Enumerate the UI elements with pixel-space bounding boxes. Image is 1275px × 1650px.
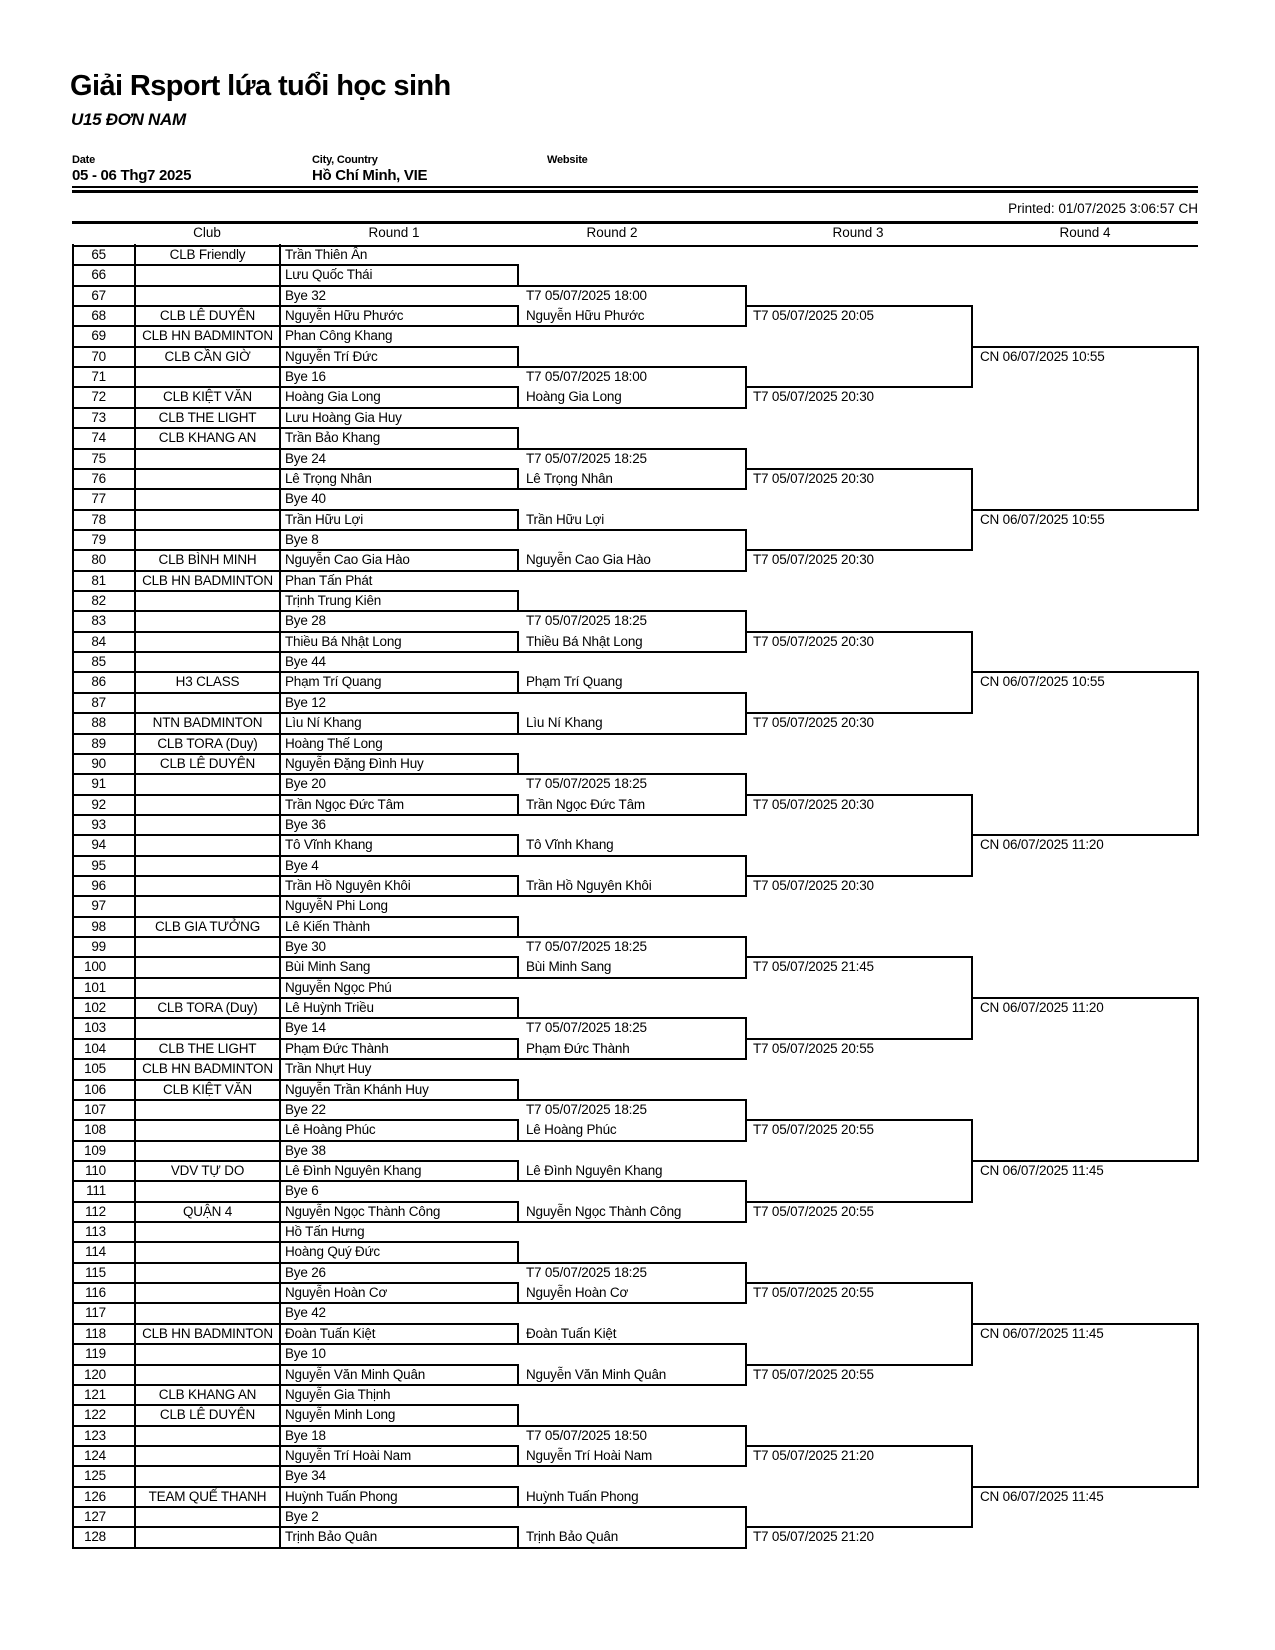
draw-row-club: CLB HN BADMINTON [142, 1325, 273, 1341]
draw-row-player: Trần Ngọc Đức Tâm [285, 796, 404, 812]
city-country-label: City, Country [312, 154, 378, 166]
draw-row-number: 93 [91, 816, 106, 832]
page-title: Giải Rsport lứa tuổi học sinh [70, 70, 451, 102]
draw-row-number: 70 [91, 348, 106, 364]
draw-row-number: 80 [91, 552, 106, 568]
draw-row-number: 86 [91, 674, 106, 690]
draw-row-number: 67 [91, 287, 106, 303]
round3-match-time: T7 05/07/2025 20:30 [753, 470, 874, 486]
draw-row-player: Hoàng Thế Long [285, 735, 383, 751]
draw-row-number: 74 [91, 430, 106, 446]
round2-advancing-player: Tô Vĩnh Khang [526, 837, 614, 853]
round2-match-time: T7 05/07/2025 18:25 [526, 1020, 647, 1036]
draw-row-number: 103 [84, 1020, 106, 1036]
draw-row-number: 104 [84, 1040, 106, 1056]
draw-row-player: Lê Hoàng Phúc [285, 1122, 376, 1138]
round1-pair-connector [517, 509, 519, 531]
round4-match-connector [1197, 346, 1199, 511]
round3-match-time: T7 05/07/2025 20:30 [753, 633, 874, 649]
draw-row-player: Lê Đình Nguyên Khang [285, 1162, 422, 1178]
draw-row-number: 65 [91, 247, 106, 262]
round1-pair-connector [517, 1364, 519, 1386]
draw-row-club: CLB THE LIGHT [158, 1040, 257, 1056]
draw-row-number: 115 [85, 1264, 106, 1280]
draw-row-number: 124 [84, 1447, 106, 1463]
draw-row-club: CLB HN BADMINTON [142, 572, 273, 588]
draw-row-player: Bye 24 [285, 450, 326, 466]
round1-pair-connector [517, 1486, 519, 1508]
draw-row-number: 106 [84, 1081, 106, 1097]
draw-row-player: Hồ Tấn Hưng [285, 1224, 365, 1240]
round2-advancing-player: Phạm Đức Thành [526, 1040, 630, 1056]
round1-pair-connector [517, 1445, 519, 1467]
round1-pair-connector [517, 997, 519, 1019]
header-rule-thick [72, 190, 1198, 193]
draw-row-number: 116 [85, 1285, 106, 1301]
draw-row-club: CLB Friendly [169, 247, 246, 262]
draw-row-club: VDV TỰ DO [170, 1162, 245, 1178]
round2-advancing-player: Đoàn Tuấn Kiệt [526, 1325, 617, 1341]
draw-row-number: 90 [91, 755, 106, 771]
draw-row-player: Bye 20 [285, 776, 326, 792]
draw-row-club: CLB TORA (Duy) [157, 735, 258, 751]
city-country-value: Hồ Chí Minh, VIE [312, 167, 428, 184]
draw-row-club: CLB LÊ DUYÊN [159, 755, 256, 771]
event-subtitle: U15 ĐƠN NAM [71, 110, 186, 129]
draw-row-player: Nguyễn Ngọc Phú [285, 979, 392, 995]
draw-row-player: Lê Huỳnh Triều [285, 1000, 374, 1016]
round1-pair-connector [517, 305, 519, 327]
draw-row-club: QUẬN 4 [182, 1203, 233, 1219]
round4-match-time: CN 06/07/2025 10:55 [980, 348, 1105, 364]
draw-row-club: CLB LÊ DUYÊN [159, 308, 256, 324]
draw-row-player: Trịnh Bảo Quân [285, 1529, 378, 1545]
draw-row-club: CLB THE LIGHT [158, 409, 257, 425]
draw-row-player: Bye 2 [285, 1509, 319, 1524]
round2-advancing-player: Lìu Ní Khang [526, 715, 603, 731]
draw-row-club: H3 CLASS [175, 674, 240, 690]
draw-row-number: 71 [91, 369, 106, 385]
round3-match-time: T7 05/07/2025 21:20 [753, 1529, 874, 1545]
draw-row-number: 117 [85, 1305, 106, 1321]
draw-row-player: Nguyễn Trí Hoài Nam [285, 1447, 411, 1463]
draw-row-club: TEAM QUẾ THANH [148, 1488, 267, 1504]
draw-row-number: 76 [91, 470, 106, 486]
draw-row-number: 111 [86, 1183, 106, 1199]
draw-row-player: Trần Hữu Lợi [285, 511, 364, 527]
draw-row-player: Hoàng Gia Long [285, 389, 381, 405]
round1-pair-connector [517, 1241, 519, 1263]
draw-row-number: 126 [84, 1488, 106, 1504]
round2-advancing-player: Nguyễn Hữu Phước [526, 308, 645, 324]
draw-row-player: Đoàn Tuấn Kiệt [285, 1325, 376, 1341]
draw-row-number: 105 [84, 1061, 106, 1077]
round2-match-time: T7 05/07/2025 18:00 [526, 369, 647, 385]
round2-advancing-player: Nguyễn Ngọc Thành Công [526, 1203, 682, 1219]
date-value: 05 - 06 Thg7 2025 [72, 167, 192, 184]
draw-row-player: Nguyễn Minh Long [285, 1407, 396, 1423]
round2-advancing-player: Nguyễn Cao Gia Hào [526, 552, 651, 568]
draw-row-number: 120 [84, 1366, 106, 1382]
round1-pair-connector [517, 264, 519, 286]
column-header-club: Club [193, 225, 221, 240]
round2-advancing-player: Thiều Bá Nhật Long [526, 633, 643, 649]
round3-match-time: T7 05/07/2025 20:55 [753, 1366, 874, 1382]
draw-row-number: 75 [91, 450, 106, 466]
draw-row-number: 99 [91, 939, 106, 955]
round3-match-time: T7 05/07/2025 21:45 [753, 959, 874, 975]
draw-row-player: Bye 30 [285, 939, 326, 955]
draw-row-player: Thiều Bá Nhật Long [285, 633, 402, 649]
draw-row-player: Phạm Trí Quang [285, 674, 382, 690]
draw-row-player: Nguyễn Hoàn Cơ [285, 1285, 388, 1301]
column-header-round2: Round 2 [586, 225, 638, 240]
round3-match-time: T7 05/07/2025 20:55 [753, 1203, 874, 1219]
round2-match-time: T7 05/07/2025 18:25 [526, 1264, 647, 1280]
draw-row-number: 113 [85, 1224, 106, 1240]
draw-row-player: Bye 14 [285, 1020, 326, 1036]
round2-advancing-player: Trần Hữu Lợi [526, 511, 605, 527]
draw-row-club: NTN BADMINTON [152, 715, 263, 731]
draw-row-number: 77 [91, 491, 106, 507]
round4-match-connector [1197, 671, 1199, 836]
draw-row-player: Nguyễn Gia Thịnh [285, 1386, 391, 1402]
draw-row-player: Bye 40 [285, 491, 326, 507]
draw-row-player: Bye 42 [285, 1305, 326, 1321]
draw-row-player: Nguyễn Ngọc Thành Công [285, 1203, 441, 1219]
round1-pair-connector [517, 753, 519, 775]
draw-row-player: Trần Thiên Ân [285, 247, 368, 262]
draw-row-player: Bye 10 [285, 1346, 326, 1362]
draw-row-player: Nguyễn Trí Đức [285, 348, 378, 364]
date-label: Date [72, 154, 96, 166]
round1-pair-connector [517, 631, 519, 653]
draw-row-player: Bye 26 [285, 1264, 326, 1280]
round2-advancing-player: Nguyễn Văn Minh Quân [526, 1366, 667, 1382]
round2-advancing-player: Bùi Minh Sang [526, 959, 612, 975]
round1-pair-connector [517, 386, 519, 408]
draw-row-player: Bye 44 [285, 654, 326, 670]
draw-row-player: Tô Vĩnh Khang [285, 837, 373, 853]
draw-row-player: Trịnh Trung Kiên [285, 593, 382, 609]
round2-match-time: T7 05/07/2025 18:50 [526, 1427, 647, 1443]
draw-row-player: Trần Nhựt Huy [285, 1061, 372, 1077]
round2-advancing-player: Trần Hồ Nguyên Khôi [526, 878, 652, 893]
draw-row-number: 81 [91, 572, 106, 588]
round1-pair-connector [517, 1119, 519, 1141]
round1-pair-connector [517, 712, 519, 734]
draw-row-player: Bye 16 [285, 369, 326, 385]
draw-row-number: 89 [91, 735, 106, 751]
draw-row-player: Bye 22 [285, 1101, 326, 1117]
round1-pair-connector [517, 1404, 519, 1426]
round1-pair-connector [517, 875, 519, 897]
draw-row-player: Phan Công Khang [285, 328, 393, 344]
table-top-rule [72, 221, 1198, 224]
draw-row-player: Huỳnh Tuấn Phong [285, 1488, 398, 1504]
round3-match-time: T7 05/07/2025 20:05 [753, 308, 874, 324]
draw-row-player: Nguyễn Văn Minh Quân [285, 1366, 426, 1382]
round4-match-time: CN 06/07/2025 11:45 [980, 1162, 1104, 1178]
draw-row-player: Lê Trọng Nhân [285, 470, 372, 486]
round4-match-time: CN 06/07/2025 11:45 [980, 1325, 1104, 1341]
round3-match-time: T7 05/07/2025 20:30 [753, 389, 874, 405]
round2-advancing-player: Lê Đình Nguyên Khang [526, 1162, 663, 1178]
draw-row-number: 88 [91, 715, 106, 731]
draw-row-player: Bye 38 [285, 1142, 326, 1158]
draw-row-number: 101 [84, 979, 106, 995]
round1-pair-connector [517, 590, 519, 612]
draw-row-number: 85 [91, 654, 106, 670]
draw-row-number: 83 [91, 613, 106, 629]
round2-match-time: T7 05/07/2025 18:25 [526, 939, 647, 955]
round1-pair-connector [517, 1526, 519, 1548]
draw-row-number: 79 [91, 531, 106, 547]
header-rule-thin [72, 186, 1198, 188]
draw-row-player: Bye 36 [285, 816, 326, 832]
round2-advancing-player: Huỳnh Tuấn Phong [526, 1488, 639, 1504]
draw-row-player: Lưu Quốc Thái [285, 267, 373, 283]
draw-row-club: CLB LÊ DUYÊN [159, 1407, 256, 1423]
round1-pair-connector [517, 1323, 519, 1345]
draw-row-number: 109 [84, 1142, 106, 1158]
round1-pair-connector [517, 671, 519, 693]
round3-match-time: T7 05/07/2025 20:30 [753, 878, 874, 893]
draw-row-number: 84 [91, 633, 106, 649]
round1-pair-connector [517, 468, 519, 490]
round1-pair-connector [517, 794, 519, 816]
draw-row-number: 114 [85, 1244, 106, 1260]
round3-match-time: T7 05/07/2025 20:55 [753, 1122, 874, 1138]
draw-row-number: 128 [84, 1529, 106, 1545]
draw-row-club: CLB KIỆT VĂN [163, 1081, 252, 1097]
draw-row-club: CLB KHANG AN [158, 1386, 257, 1402]
round3-match-time: T7 05/07/2025 21:20 [753, 1447, 874, 1463]
round1-pair-connector [517, 1160, 519, 1182]
draw-row-player: Bye 34 [285, 1468, 326, 1484]
column-header-round4: Round 4 [1059, 225, 1111, 240]
draw-row-number: 69 [91, 328, 106, 344]
round4-match-time: CN 06/07/2025 11:20 [980, 837, 1104, 853]
draw-row-player: Bùi Minh Sang [285, 959, 371, 975]
draw-row-number: 122 [84, 1407, 106, 1423]
round4-match-time: CN 06/07/2025 11:20 [980, 1000, 1104, 1016]
draw-row-player: Bye 32 [285, 287, 326, 303]
draw-row-club: CLB GIA TƯỞNG [154, 918, 261, 934]
round1-pair-connector [517, 346, 519, 368]
draw-row-number: 127 [84, 1509, 106, 1524]
draw-row-number: 98 [91, 918, 106, 934]
round1-pair-connector [517, 956, 519, 978]
round2-match-time: T7 05/07/2025 18:25 [526, 450, 647, 466]
draw-row-number: 73 [91, 409, 106, 425]
draw-row-number: 97 [91, 898, 106, 914]
round1-pair-connector [517, 916, 519, 938]
round2-advancing-player: Hoàng Gia Long [526, 389, 622, 405]
draw-row-player: Phạm Đức Thành [285, 1040, 389, 1056]
draw-row-player: Bye 18 [285, 1427, 326, 1443]
round3-match-time: T7 05/07/2025 20:55 [753, 1285, 874, 1301]
draw-row-number: 94 [91, 837, 106, 853]
round3-match-time: T7 05/07/2025 20:30 [753, 796, 874, 812]
draw-row-number: 82 [91, 593, 106, 609]
draw-row-club: CLB KIỆT VĂN [163, 389, 252, 405]
draw-row-player: Lưu Hoàng Gia Huy [285, 409, 402, 425]
round2-advancing-player: Trịnh Bảo Quân [526, 1529, 619, 1545]
draw-row-player: Bye 28 [285, 613, 326, 629]
draw-row-club: CLB HN BADMINTON [142, 328, 273, 344]
round3-match-time: T7 05/07/2025 20:55 [753, 1040, 874, 1056]
round4-match-time: CN 06/07/2025 10:55 [980, 674, 1105, 690]
draw-row-number: 110 [85, 1162, 106, 1178]
draw-row-club: CLB BÌNH MINH [158, 552, 257, 568]
round2-match-time: T7 05/07/2025 18:25 [526, 1101, 647, 1117]
draw-row-number: 95 [91, 857, 106, 873]
draw-row-number: 119 [85, 1346, 106, 1362]
round1-pair-connector [517, 1201, 519, 1223]
round1-pair-connector [517, 427, 519, 449]
draw-row-number: 123 [84, 1427, 106, 1443]
round2-advancing-player: Nguyễn Hoàn Cơ [526, 1285, 629, 1301]
draw-row-player: Lê Kiến Thành [285, 918, 370, 934]
draw-row-club: CLB KHANG AN [158, 430, 257, 446]
draw-row-number: 125 [84, 1468, 106, 1484]
draw-row-player: Hoàng Quý Đức [285, 1244, 380, 1260]
column-header-round1: Round 1 [368, 225, 420, 240]
draw-row-club: CLB HN BADMINTON [142, 1061, 273, 1077]
round2-advancing-player: Trần Ngọc Đức Tâm [526, 796, 645, 812]
draw-row-number: 112 [85, 1203, 106, 1219]
draw-row-player: Bye 12 [285, 694, 326, 710]
round2-advancing-player: Phạm Trí Quang [526, 674, 623, 690]
draw-row-player: Bye 6 [285, 1183, 319, 1199]
draw-row-number: 91 [91, 776, 106, 792]
draw-row-number: 72 [91, 389, 106, 405]
round2-match-time: T7 05/07/2025 18:25 [526, 613, 647, 629]
round4-match-connector [1197, 997, 1199, 1162]
printed-timestamp: Printed: 01/07/2025 3:06:57 CH [1008, 201, 1198, 216]
round2-advancing-player: Lê Trọng Nhân [526, 470, 613, 486]
draw-row-player: NguyễN Phi Long [285, 898, 388, 914]
draw-row-number: 108 [84, 1122, 106, 1138]
draw-row-number: 107 [84, 1101, 106, 1117]
round3-match-time: T7 05/07/2025 20:30 [753, 552, 874, 568]
round2-advancing-player: Lê Hoàng Phúc [526, 1122, 617, 1138]
draw-row-player: Bye 4 [285, 857, 319, 873]
draw-row-number: 100 [84, 959, 106, 975]
draw-row-player: Bye 8 [285, 531, 319, 547]
draw-row-player: Nguyễn Đặng Đình Huy [285, 755, 424, 771]
draw-row-player: Nguyễn Trần Khánh Huy [285, 1081, 429, 1097]
draw-row-player: Nguyễn Cao Gia Hào [285, 552, 410, 568]
draw-row-number: 96 [91, 878, 106, 893]
draw-row-player: Nguyễn Hữu Phước [285, 308, 404, 324]
draw-row-number: 92 [91, 796, 106, 812]
round1-pair-connector [517, 549, 519, 571]
round4-match-connector [1197, 1323, 1199, 1488]
round3-match-time: T7 05/07/2025 20:30 [753, 715, 874, 731]
website-label: Website [547, 154, 588, 166]
draw-row-number: 118 [85, 1325, 106, 1341]
round2-advancing-player: Nguyễn Trí Hoài Nam [526, 1447, 652, 1463]
round2-match-time: T7 05/07/2025 18:25 [526, 776, 647, 792]
draw-row-player: Trần Bảo Khang [285, 430, 381, 446]
draw-row-number: 68 [91, 308, 106, 324]
round2-match-time: T7 05/07/2025 18:00 [526, 287, 647, 303]
round1-pair-connector [517, 1282, 519, 1304]
draw-row-club: CLB TORA (Duy) [157, 1000, 258, 1016]
draw-row-number: 121 [84, 1386, 106, 1402]
round1-pair-connector [517, 834, 519, 856]
round4-match-time: CN 06/07/2025 11:45 [980, 1488, 1104, 1504]
draw-row-player: Trần Hồ Nguyên Khôi [285, 878, 411, 893]
column-header-round3: Round 3 [832, 225, 884, 240]
round4-match-time: CN 06/07/2025 10:55 [980, 511, 1105, 527]
draw-row-player: Phan Tấn Phát [285, 572, 373, 588]
round1-pair-connector [517, 1038, 519, 1060]
draw-row-number: 87 [91, 694, 106, 710]
draw-row-number: 102 [84, 1000, 106, 1016]
row-underline [72, 1547, 518, 1549]
draw-row-player: Lìu Ní Khang [285, 715, 362, 731]
round1-pair-connector [517, 1079, 519, 1101]
draw-row-number: 66 [91, 267, 106, 283]
draw-row-club: CLB CẦN GIỜ [164, 348, 251, 364]
draw-row-number: 78 [91, 511, 106, 527]
